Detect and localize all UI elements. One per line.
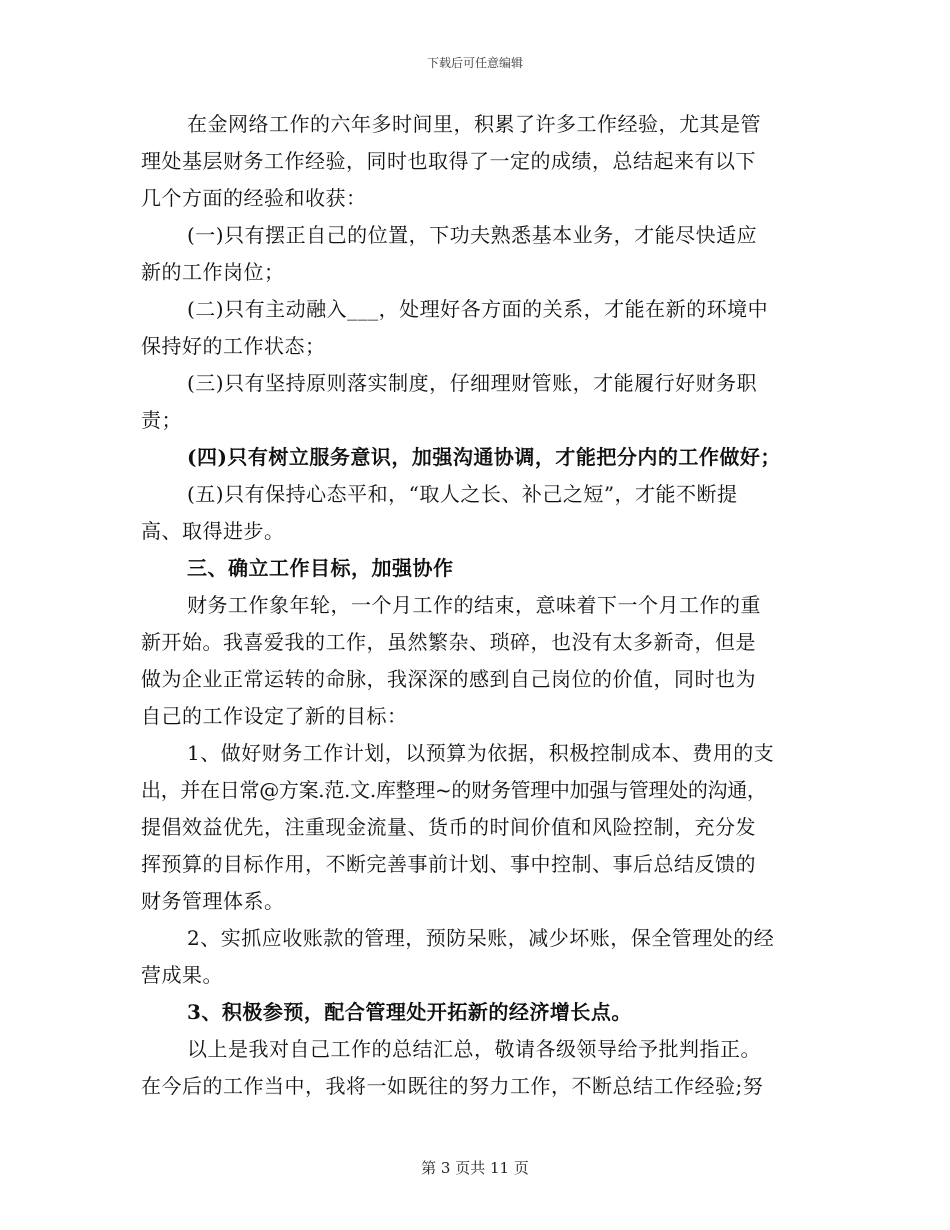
text-line: 新开始。我喜爱我的工作，虽然繁杂、琐碎，也没有太多新奇，但是 — [141, 630, 756, 654]
text-line: 理处基层财务工作经验，同时也取得了一定的成绩，总结起来有以下 — [141, 149, 756, 173]
text-line: 高、取得进步。 — [141, 519, 285, 543]
text-line: 营成果。 — [141, 963, 223, 987]
text-line: 挥预算的目标作用，不断完善事前计划、事中控制、事后总结反馈的 — [141, 852, 756, 876]
page-footer: 第 3 页共 11 页 — [421, 1159, 529, 1177]
text-line: 三、确立工作目标，加强协作 — [187, 556, 454, 580]
text-line: 以上是我对自己工作的总结汇总，敬请各级领导给予批判指正。 — [187, 1037, 761, 1061]
text-line: 2、实抓应收账款的管理，预防呆账，减少坏账，保全管理处的经 — [187, 926, 775, 950]
text-line: (三)只有坚持原则落实制度，仔细理财管账，才能履行好财务职 — [187, 371, 758, 395]
text-line: (二)只有主动融入___，处理好各方面的关系，才能在新的环境中 — [187, 297, 769, 321]
text-line: 保持好的工作状态； — [141, 334, 326, 358]
text-line: (一)只有摆正自己的位置，下功夫熟悉基本业务，才能尽快适应 — [187, 223, 758, 247]
text-line: 在金网络工作的六年多时间里，积累了许多工作经验，尤其是管 — [187, 112, 761, 136]
text-line: 做为企业正常运转的命脉，我深深的感到自己岗位的价值，同时也为 — [141, 667, 756, 691]
text-line: 在今后的工作当中，我将一如既往的努力工作，不断总结工作经验;努 — [141, 1074, 764, 1098]
text-line: 3、积极参预，配合管理处开拓新的经济增长点。 — [187, 1000, 632, 1024]
text-line: 新的工作岗位； — [141, 260, 285, 284]
text-line: 财务工作象年轮，一个月工作的结束，意味着下一个月工作的重 — [187, 593, 761, 617]
document-body — [141, 106, 813, 1105]
text-line: 提倡效益优先，注重现金流量、货币的时间价值和风险控制，充分发 — [141, 815, 756, 839]
text-line: (四)只有树立服务意识，加强沟通协调，才能把分内的工作做好； — [187, 445, 781, 469]
page-header: 下载后可任意编辑 — [426, 56, 523, 70]
text-line: 几个方面的经验和收获： — [141, 186, 367, 210]
text-line: 自己的工作设定了新的目标： — [141, 704, 408, 728]
text-line: 出，并在日常@方案.范.文.库整理~的财务管理中加强与管理处的沟通， — [141, 778, 767, 802]
text-line: 1、做好财务工作计划，以预算为依据，积极控制成本、费用的支 — [187, 741, 775, 765]
text-line: (五)只有保持心态平和，“取人之长、补己之短”，才能不断提 — [187, 482, 738, 506]
text-line: 财务管理体系。 — [141, 889, 285, 913]
text-line: 责； — [141, 408, 182, 432]
